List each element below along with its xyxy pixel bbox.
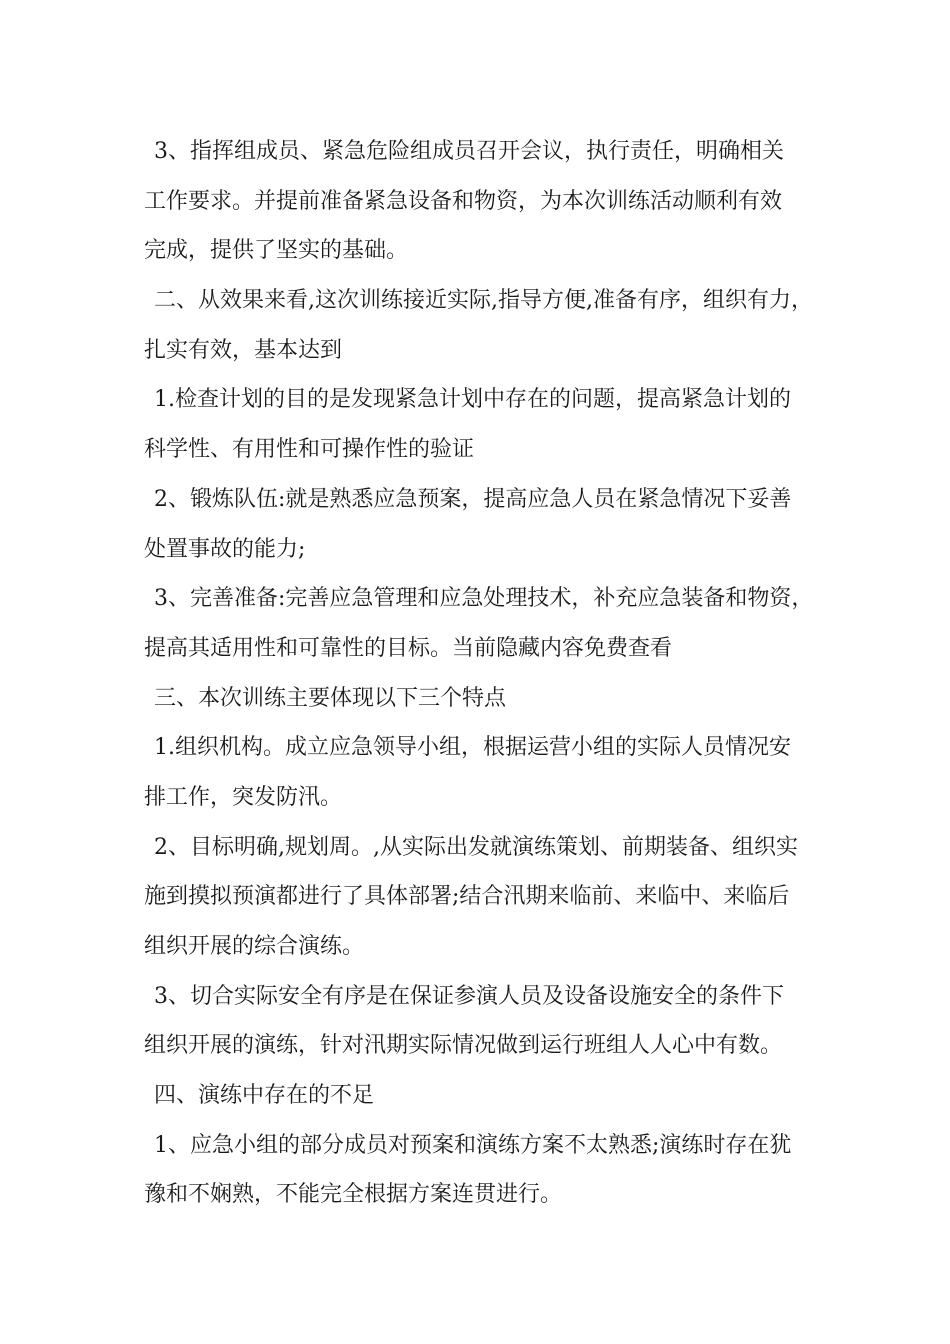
paragraph-5: [144, 574, 812, 673]
paragraph-9: [144, 972, 812, 1071]
text-line: 3、指挥组成员、紧急危险组成员召开会议，执行责任，明确相关: [154, 139, 784, 164]
text-line: 组织开展的演练，针对汛期实际情况做到运行班组人人心中有数。: [144, 1033, 783, 1059]
text-line: 豫和不娴熟，不能完全根据方案连贯进行。: [144, 1182, 563, 1208]
text-line: 2、锻炼队伍:就是熟悉应急预案，提高应急人员在紧急情况下妥善: [154, 486, 792, 512]
section-heading-line: 三、本次训练主要体现以下三个特点: [154, 685, 507, 711]
text-line: 3、完善准备:完善应急管理和应急处理技术，补充应急装备和物资，: [154, 586, 814, 612]
text-line: 组织开展的综合演练。: [144, 934, 365, 959]
text-line: 施到摸拟预演都进行了具体部署;结合汛期来临前、来临中、来临后: [144, 884, 790, 910]
section-heading-line: 二、从效果来看,这次训练接近实际,指导方便,准备有序，组织有力，: [154, 288, 813, 314]
section-heading-line: 四、演练中存在的不足: [154, 1083, 375, 1109]
document-body: [144, 127, 812, 1220]
text-line: 2、目标明确,规划周。,从实际出发就演练策划、前期装备、组织实: [154, 834, 798, 860]
paragraph-4: [144, 475, 812, 574]
text-line: 完成，提供了坚实的基础。: [144, 238, 409, 264]
text-line: 1.组织机构。成立应急领导小组，根据运营小组的实际人员情况安: [154, 735, 791, 761]
paragraph-11: [144, 1121, 812, 1220]
text-line: 3、切合实际安全有序是在保证参演人员及设备设施安全的条件下: [154, 983, 784, 1009]
paragraph-6: [144, 674, 812, 724]
paragraph-1: [144, 127, 812, 276]
paragraph-2: [144, 276, 812, 375]
paragraph-7: [144, 723, 812, 822]
text-line: 工作要求。并提前准备紧急设备和物资，为本次训练活动顺利有效: [144, 188, 783, 214]
text-line: 提高其适用性和可靠性的目标。当前隐藏内容免费查看: [144, 635, 673, 661]
text-line: 1.检查计划的目的是发现紧急计划中存在的问题，提高紧急计划的: [154, 387, 791, 413]
text-line: 处置事故的能力;: [144, 536, 306, 562]
paragraph-8: [144, 823, 812, 972]
text-line: 扎实有效，基本达到: [144, 337, 343, 363]
paragraph-3: [144, 375, 812, 474]
paragraph-10: [144, 1071, 812, 1121]
text-line: 科学性、有用性和可操作性的验证: [144, 437, 475, 463]
text-line: 排工作，突发防汛。: [144, 784, 343, 810]
text-line: 1、应急小组的部分成员对预案和演练方案不太熟悉;演练时存在犹: [154, 1132, 792, 1158]
